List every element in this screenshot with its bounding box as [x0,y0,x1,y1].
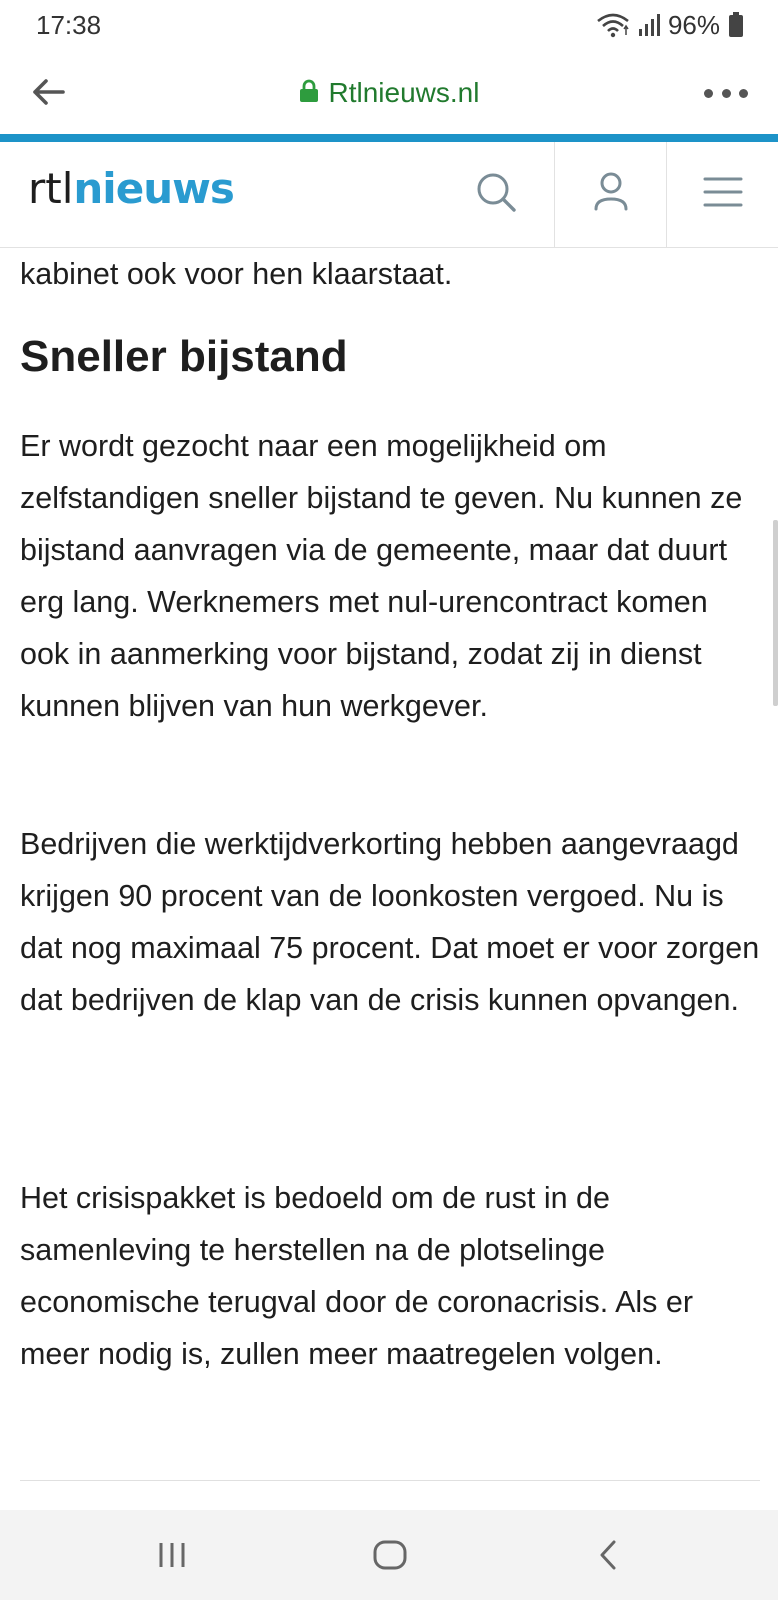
url-text[interactable]: Rtlnieuws.nl [328,77,480,108]
article-text-fragment: kabinet ook voor hen klaarstaat. [20,257,453,291]
battery-percent: 96% [667,9,720,40]
home-icon[interactable] [360,1532,420,1578]
back-arrow-icon[interactable] [28,72,68,112]
status-icons [596,10,744,41]
user-icon [593,171,629,218]
wifi-icon [596,12,630,38]
section-heading: Sneller bijstand [20,332,348,381]
signal-icon [638,13,660,37]
article-paragraph: Het crisispakket is bedoeld om de rust in de samenleving te herstellen na de plotselinge economische terugval door de coronacrisis. Als er meer nodig is, zullen meer maatregelen volgen. [20,1181,694,1371]
article-paragraph: Er wordt gezocht naar een mogelijkheid om zelfstandigen sneller bijstand te geven. Nu kunnen ze bijstand aanvragen via de gemeente, maar dat duurt erg lang. Werknemers met nul-urencontract komen ook in aanmerking voor bijstand, zodat zij in dienst kunnen blijven van hun werkgever. [20,429,743,723]
status-time: 17:38 [36,9,102,40]
site-logo[interactable] [28,164,234,213]
article-paragraph: Bedrijven die werktijdverkorting hebben aangevraagd krijgen 90 procent van de loonkosten vergoed. Nu is dat nog maximaal 75 procent. Dat moet er voor zorgen dat bedrijven de klap van de crisis kunnen opvangen. [20,827,760,1017]
divider [20,1480,760,1481]
menu-icon [703,176,743,213]
status-bar [0,0,778,50]
menu-button[interactable] [666,142,778,247]
browser-toolbar [0,50,778,136]
recent-apps-icon[interactable] [142,1532,202,1578]
url-bar [0,50,778,136]
scrollbar[interactable] [773,520,778,706]
logo-nieuws: nieuws [73,164,234,213]
nav-back-icon[interactable] [578,1532,638,1578]
more-icon[interactable] [704,80,748,106]
lock-icon [299,79,319,108]
system-nav-bar [0,1510,778,1600]
search-icon [475,171,517,218]
account-button[interactable] [554,142,667,247]
logo-rtl: rtl [28,164,74,213]
search-button[interactable] [440,142,552,247]
page-load-bar [0,134,778,142]
site-header [0,142,778,248]
battery-icon [728,12,744,38]
